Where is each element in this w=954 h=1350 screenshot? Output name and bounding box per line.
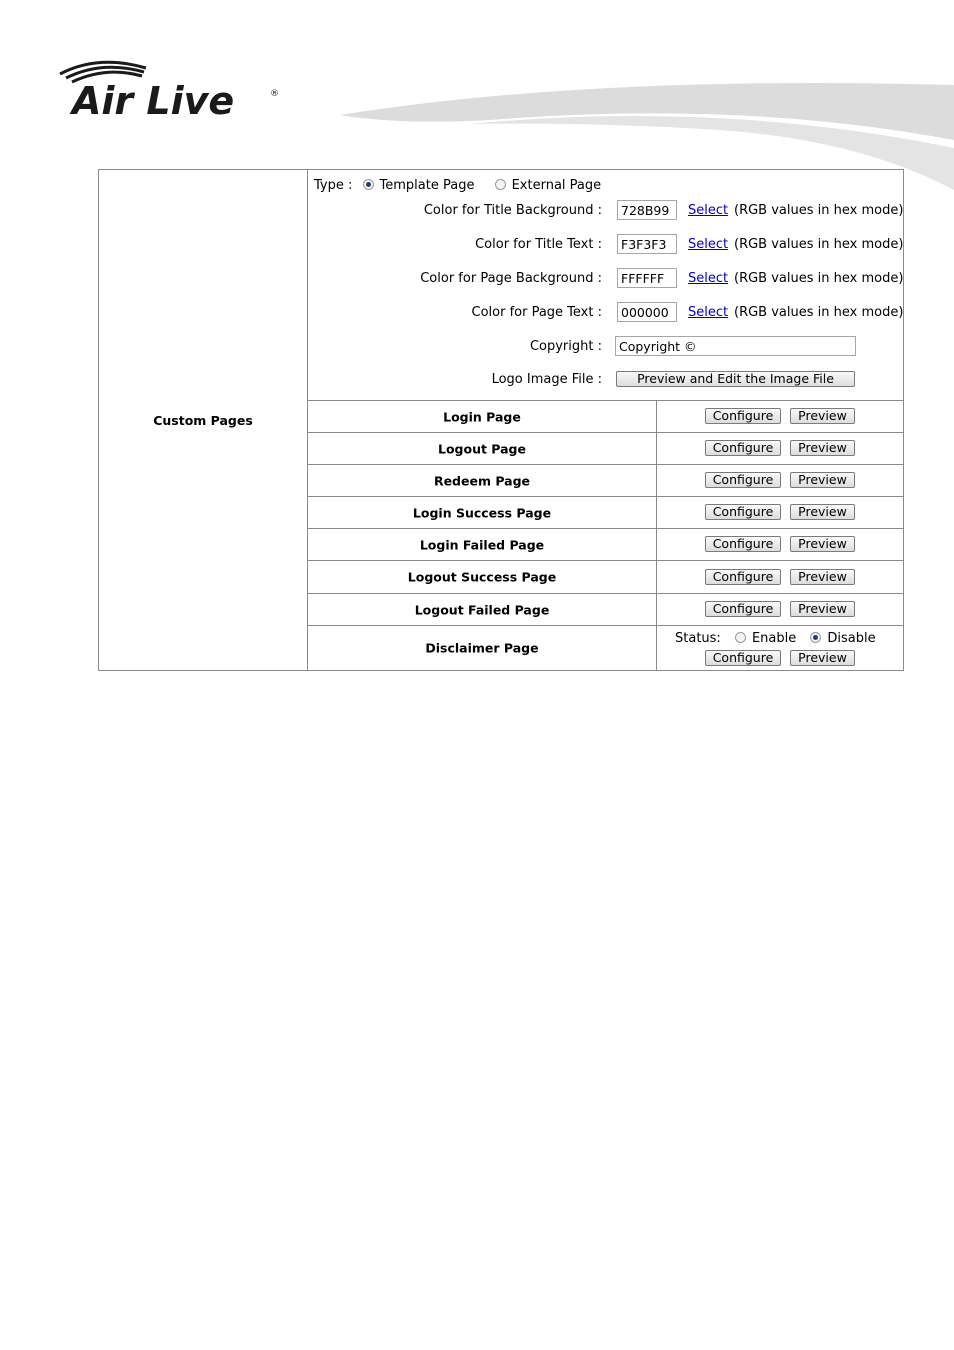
custom-pages-table: [98, 169, 904, 671]
logo-wordmark: Air Live: [72, 79, 235, 123]
page-name: Login Failed Page: [419, 537, 545, 552]
page-row-login: [308, 401, 903, 433]
template-page-label: Template Page: [379, 178, 475, 193]
copyright-label: Copyright :: [529, 339, 602, 354]
page-row-logout-success: [308, 561, 903, 594]
configure-button[interactable]: Configure: [705, 440, 781, 456]
configure-button[interactable]: Configure: [705, 601, 781, 617]
configure-button[interactable]: Configure: [705, 650, 781, 666]
title-bg-hint: (RGB values in hex mode): [734, 203, 904, 218]
page-bg-select-link[interactable]: Select: [688, 271, 729, 286]
logo-image-label: Logo Image File :: [491, 372, 602, 387]
title-text-input[interactable]: [617, 234, 677, 254]
configure-button[interactable]: Configure: [705, 569, 781, 585]
disable-radio[interactable]: [810, 632, 821, 643]
preview-button[interactable]: Preview: [790, 650, 855, 666]
preview-edit-image-button[interactable]: Preview and Edit the Image File: [616, 371, 855, 387]
title-bg-select-link[interactable]: Select: [688, 203, 729, 218]
svg-text:®: ®: [270, 89, 279, 99]
preview-button[interactable]: Preview: [790, 504, 855, 520]
configure-button[interactable]: Configure: [705, 472, 781, 488]
page-bg-hint: (RGB values in hex mode): [734, 271, 904, 286]
configure-button[interactable]: Configure: [705, 504, 781, 520]
page-row-login-failed: [308, 529, 903, 561]
page-name: Login Success Page: [412, 505, 552, 520]
page-text-hint: (RGB values in hex mode): [734, 305, 904, 320]
enable-label: Enable: [751, 631, 797, 646]
page-row-logout-failed: [308, 594, 903, 626]
title-bg-row: [308, 200, 903, 222]
page-name: Login Page: [443, 409, 521, 424]
airlive-logo: [58, 56, 288, 126]
page-name: Logout Success Page: [407, 569, 557, 585]
page-name: Disclaimer Page: [425, 640, 539, 656]
template-page-radio[interactable]: [363, 179, 374, 190]
page-row-logout: [308, 433, 903, 465]
page-name: Logout Failed Page: [414, 602, 550, 617]
section-label: Custom Pages: [153, 413, 253, 428]
page-name: Logout Page: [437, 441, 526, 456]
page-text-select-link[interactable]: Select: [688, 305, 729, 320]
template-settings: [308, 170, 903, 401]
title-text-hint: (RGB values in hex mode): [734, 237, 904, 252]
type-row: [314, 178, 601, 193]
copyright-row: [308, 336, 903, 358]
type-label: Type :: [314, 178, 353, 193]
page-bg-row: [308, 268, 903, 290]
page-text-label: Color for Page Text :: [471, 305, 602, 320]
configure-button[interactable]: Configure: [705, 536, 781, 552]
page-text-row: [308, 302, 903, 324]
title-bg-input[interactable]: [617, 200, 677, 220]
preview-button[interactable]: Preview: [790, 472, 855, 488]
copyright-input[interactable]: [615, 336, 856, 356]
preview-button[interactable]: Preview: [790, 569, 855, 585]
preview-button[interactable]: Preview: [790, 408, 855, 424]
section-cell: [99, 170, 308, 670]
page-name: Redeem Page: [433, 473, 531, 488]
enable-radio[interactable]: [735, 632, 746, 643]
disable-label: Disable: [827, 631, 876, 646]
preview-button[interactable]: Preview: [790, 440, 855, 456]
disclaimer-status: [675, 631, 876, 646]
title-text-row: [308, 234, 903, 256]
status-label: Status:: [675, 631, 721, 646]
logo-image-row: [308, 369, 903, 391]
page-text-input[interactable]: [617, 302, 677, 322]
configure-button[interactable]: Configure: [705, 408, 781, 424]
external-page-label: External Page: [511, 178, 602, 193]
page-bg-input[interactable]: [617, 268, 677, 288]
page-row-disclaimer: [308, 626, 903, 670]
preview-button[interactable]: Preview: [790, 601, 855, 617]
page-row-login-success: [308, 497, 903, 529]
preview-button[interactable]: Preview: [790, 536, 855, 552]
title-text-label: Color for Title Text :: [475, 237, 602, 252]
external-page-radio[interactable]: [495, 179, 506, 190]
title-bg-label: Color for Title Background :: [423, 203, 602, 218]
title-text-select-link[interactable]: Select: [688, 237, 729, 252]
page-row-redeem: [308, 465, 903, 497]
page-bg-label: Color for Page Background :: [420, 271, 602, 286]
